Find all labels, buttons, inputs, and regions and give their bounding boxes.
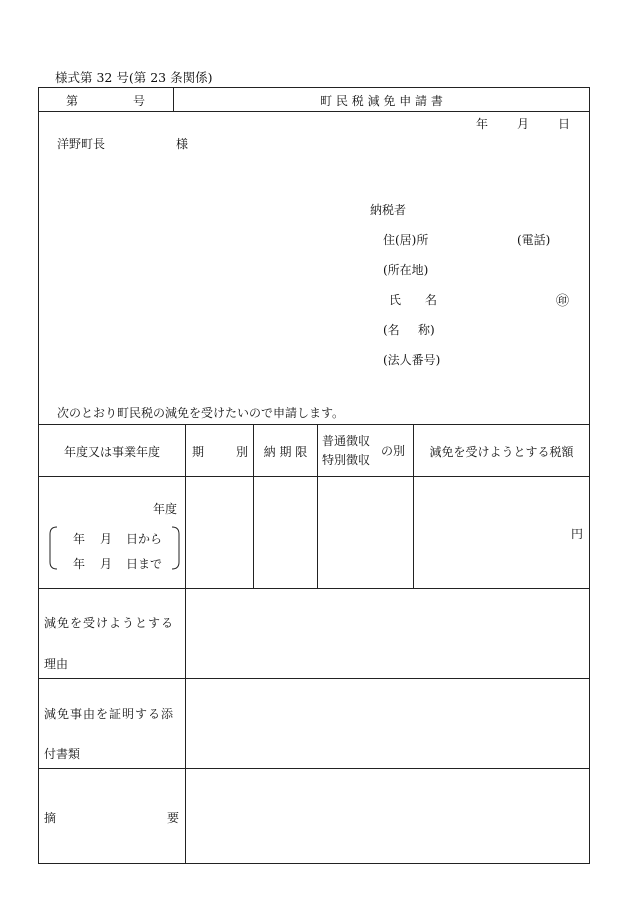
table-top-line — [38, 424, 590, 425]
yen-unit: 円 — [571, 527, 584, 541]
taxpayer-label: 納税者 — [370, 203, 407, 217]
application-statement: 次のとおり町民税の減免を受けたいので申請します。 — [57, 406, 345, 420]
header-period-1: 期 — [192, 445, 205, 459]
to-suffix: 日まで — [126, 557, 163, 571]
header-deadline: 納 期 限 — [263, 445, 308, 459]
header-distinction: の別 — [381, 444, 406, 458]
addressee-honorific: 様 — [176, 137, 189, 151]
documents-label-line2: 付書類 — [44, 747, 81, 761]
header-reduction-amount: 減免を受けようとする税額 — [429, 445, 574, 459]
frame-top — [38, 87, 590, 88]
header-fiscal-year: 年度又は事業年度 — [63, 445, 160, 459]
name-label-1: 氏 — [389, 293, 402, 307]
header-normal-collection: 普通徴収 — [322, 434, 371, 448]
addressee-name: 洋野町長 — [57, 137, 106, 151]
header-period-2: 別 — [236, 445, 249, 459]
documents-label-line1: 減免事由を証明する添 — [44, 707, 175, 721]
number-prefix: 第 — [66, 94, 79, 108]
header-divider — [38, 111, 590, 112]
header-special-collection: 特別徴収 — [322, 453, 371, 467]
corp-number-label: (法人番号) — [383, 353, 441, 367]
address-label: 住(居)所 — [383, 233, 429, 247]
remarks-label-2: 要 — [167, 811, 180, 825]
to-month: 月 — [100, 557, 113, 571]
reason-top-line — [38, 588, 590, 589]
date-day: 日 — [558, 117, 571, 131]
phone-label: (電話) — [517, 233, 551, 247]
frame-bottom — [38, 863, 590, 864]
seal-mark: ㊞ — [556, 294, 570, 309]
from-year: 年 — [73, 532, 86, 546]
company-label-1: (名 — [383, 323, 400, 337]
name-label-2: 名 — [425, 293, 438, 307]
number-suffix: 号 — [133, 94, 146, 108]
remarks-label-1: 摘 — [44, 811, 57, 825]
documents-top-line — [38, 678, 590, 679]
reason-label-line1: 減免を受けようとする — [44, 616, 175, 630]
location-label: (所在地) — [383, 263, 429, 277]
document-title: 町 民 税 減 免 申 請 書 — [320, 94, 443, 108]
date-month: 月 — [517, 117, 530, 131]
reason-label-line2: 理由 — [44, 657, 69, 671]
table-header-line — [38, 476, 590, 477]
col-divider-3 — [317, 424, 318, 588]
company-label-2: 称) — [418, 323, 435, 337]
date-year: 年 — [476, 117, 489, 131]
from-month: 月 — [100, 532, 113, 546]
form-number: 様式第 32 号(第 23 条関係) — [55, 70, 213, 85]
date-range-brackets — [45, 524, 185, 572]
col-divider-1 — [185, 424, 186, 864]
remarks-top-line — [38, 768, 590, 769]
from-suffix: 日から — [126, 532, 163, 546]
year-unit: 年度 — [153, 502, 178, 516]
to-year: 年 — [73, 557, 86, 571]
